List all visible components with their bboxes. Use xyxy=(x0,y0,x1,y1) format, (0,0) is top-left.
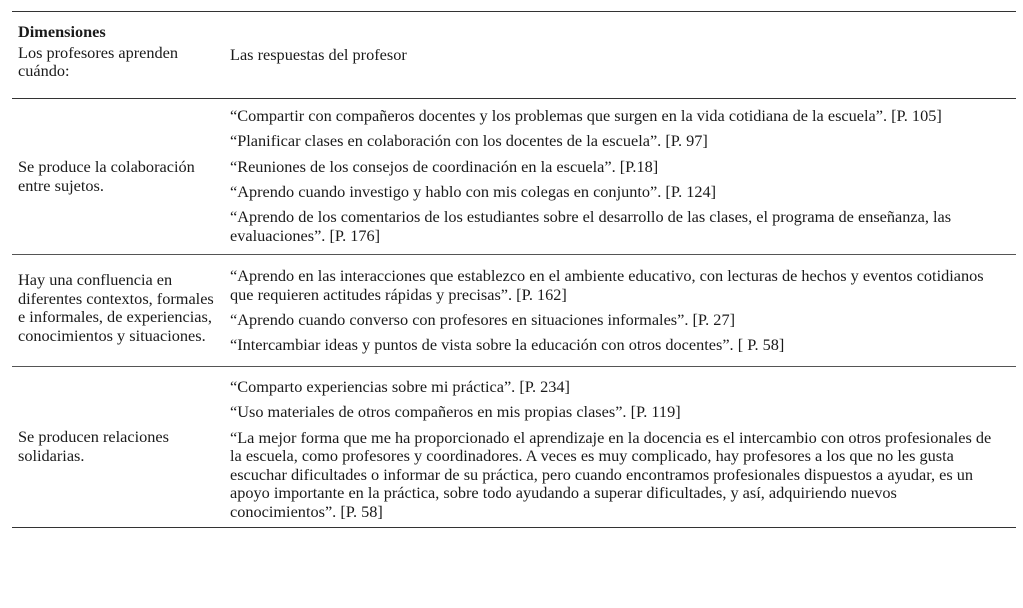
quote: “Aprendo de los comentarios de los estudiantes sobre el desarrollo de las clases, el programa de enseñanza, las evaluaciones”. [P. 176] xyxy=(230,207,952,245)
dimension-cell: Se producen relaciones solidarias. xyxy=(12,367,224,528)
quote: “Aprendo cuando investigo y hablo con mis colegas en conjunto”. [P. 124] xyxy=(230,181,717,201)
quote: “Compartir con compañeros docentes y los problemas que surgen en la vida cotidiana de la escuela”. [P. 105] xyxy=(230,106,942,125)
quote: “Aprendo cuando converso con profesores en situaciones informales”. [P. 27] xyxy=(230,310,736,330)
table-row xyxy=(12,367,1016,528)
responses-cell xyxy=(224,367,1016,528)
table-header-row xyxy=(12,12,1016,99)
quote: “Aprendo en las interacciones que establezco en el ambiente educativo, con lecturas de hechos y eventos cotidianos que requieren actitudes rápidas y precisas”. [P. 162] xyxy=(230,266,984,304)
responses-column-title: Las respuestas del profesor xyxy=(224,12,1016,99)
dimensions-table xyxy=(12,11,1016,528)
dimension-column-subtitle: Los profesores aprenden cuándo: xyxy=(18,42,179,81)
quote: “Planificar clases en colaboración con los docentes de la escuela”. [P. 97] xyxy=(230,131,708,151)
quote: “La mejor forma que me ha proporcionado el aprendizaje en la docencia es el intercambio con otros profesionales de la escuela, como profesores y coordinadores. A veces es muy complicado, hay profesores a los que no les gusta escuchar dificultades o informar de su práctica, pero cuando encontramos profesionales dispuestos a ayudar, es un apoyo importante en la práctica, sobre todo ayudando a superar dificultades, y así, adquiriendo nuevos conocimientos”. [P. 58] xyxy=(230,427,992,521)
quote: “Comparto experiencias sobre mi práctica”. [P. 234] xyxy=(230,377,570,397)
table-row xyxy=(12,255,1016,367)
quote: “Uso materiales de otros compañeros en mis propias clases”. [P. 119] xyxy=(230,402,681,422)
dimension-column-title: Dimensiones xyxy=(18,22,106,42)
responses-cell xyxy=(224,99,1016,255)
quote: “Intercambiar ideas y puntos de vista sobre la educación con otros docentes”. [ P. 58] xyxy=(230,335,785,355)
table-row xyxy=(12,99,1016,255)
dimension-cell: Se produce la colaboración entre sujetos. xyxy=(12,99,224,255)
dimension-cell: Hay una confluencia en diferentes contextos, formales e informales, de experiencias, conocimientos y situaciones. xyxy=(12,255,224,367)
quote: “Reuniones de los consejos de coordinación en la escuela”. [P.18] xyxy=(230,156,659,176)
responses-cell xyxy=(224,255,1016,367)
header-dimension-cell xyxy=(12,12,224,99)
